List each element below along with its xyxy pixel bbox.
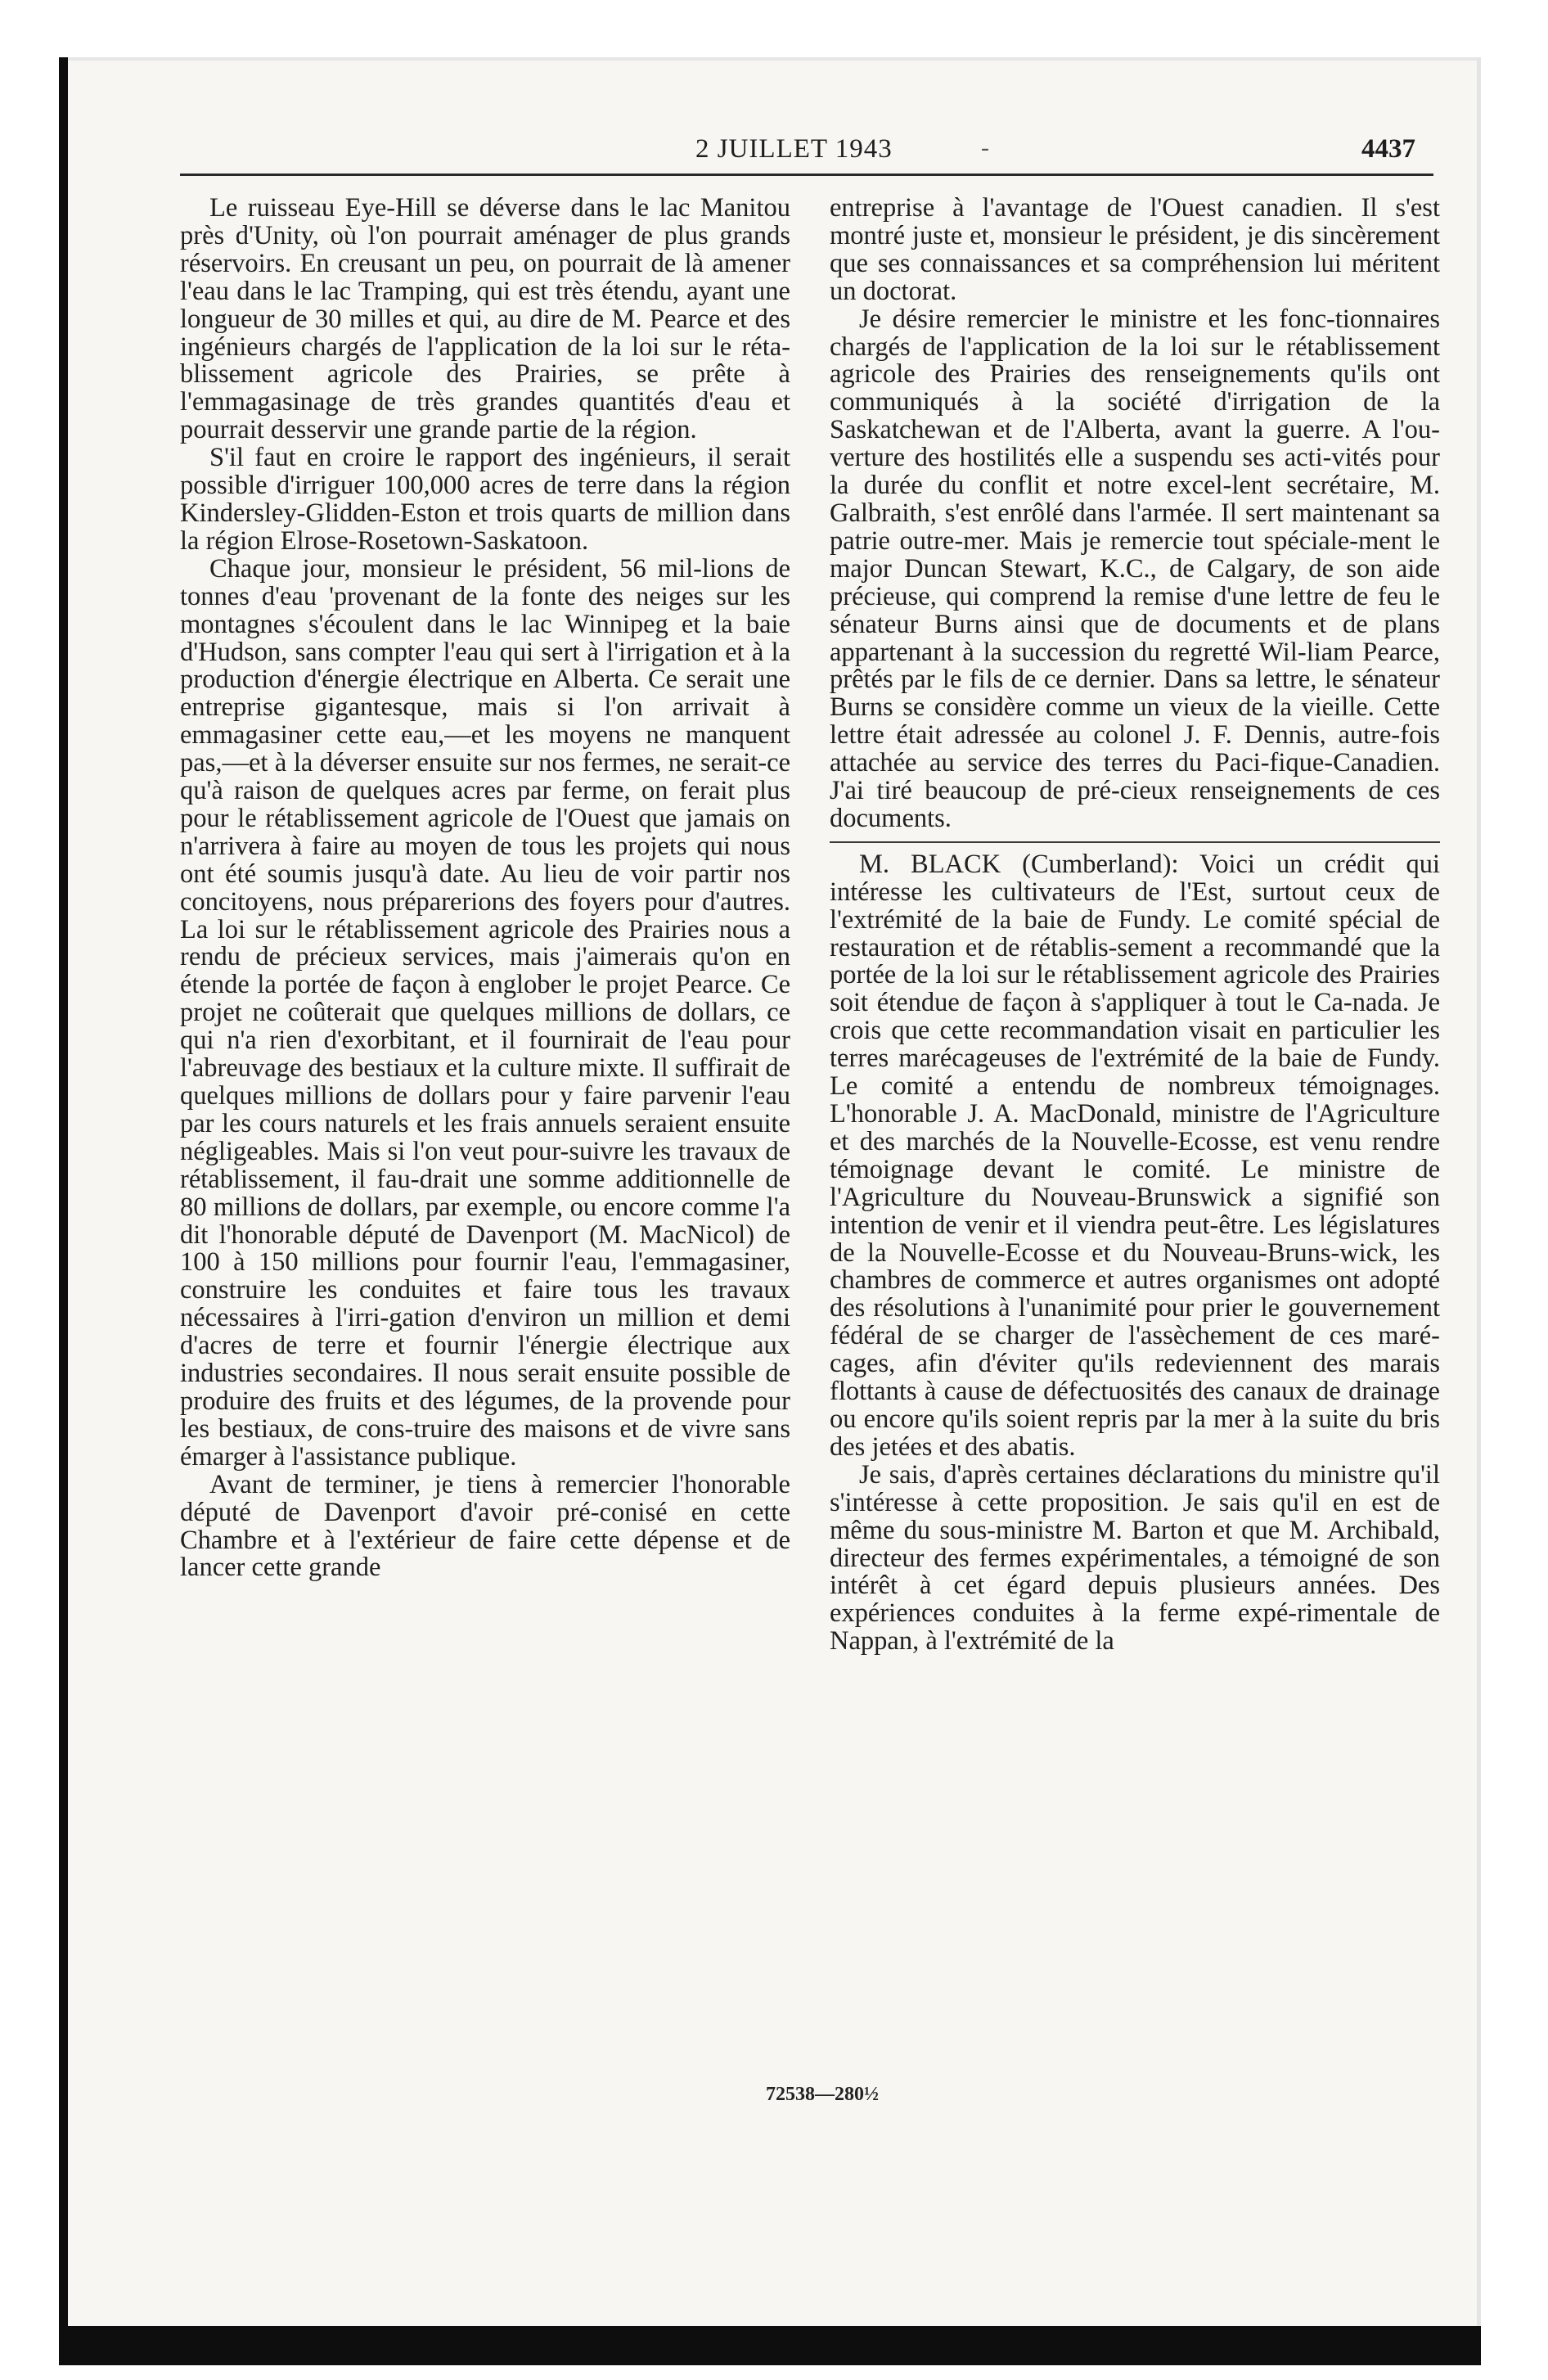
- page-number: 4437: [1361, 134, 1415, 164]
- header-rule: [180, 174, 1433, 176]
- scan-frame-left: [59, 57, 68, 2364]
- print-code: 72538—280½: [766, 2084, 879, 2105]
- paragraph: Chaque jour, monsieur le président, 56 mil-lions de tonnes d'eau 'provenant de la fonte des neiges sur les montagnes s'écoulent dans le lac Winnipeg et la baie d'Hudson, sans compter l'eau qui sert à l'irrigation et à la production d'énergie électrique en Alberta. Ce serait une entreprise gigantesque, mais si l'on arrivait à emmagasiner cette eau,—et les moyens ne manquent pas,—et à la déverser ensuite sur nos fermes, ne serait-ce qu'à raison de quelques acres par ferme, on ferait plus pour le rétablissement agricole de l'Ouest que jamais on n'arrivera à faire au moyen de tous les projets qui nous ont été soumis jusqu'à date. Au lieu de voir partir nos concitoyens, nous préparerions des foyers pour d'autres. La loi sur le rétablissement agricole des Prairies nous a rendu de précieux services, mais j'aimerais qu'on en étende la portée de façon à englober le projet Pearce. Ce projet ne coûterait que quelques millions de dollars, ce qui n'a rien d'exorbitant, et il fournirait de l'eau pour l'abreuvage des bestiaux et la culture mixte. Il suffirait de quelques millions de dollars pour y faire parvenir l'eau par les cours naturels et les frais annuels seraient ensuite négligeables. Mais si l'on veut pour-suivre les travaux de rétablissement, il fau-drait une somme additionnelle de 80 millions de dollars, par exemple, ou encore comme l'a dit l'honorable député de Davenport (M. MacNicol) de 100 à 150 millions pour fournir l'eau, l'emmagasiner, construire les conduites et faire tous les travaux nécessaires à l'irri-gation d'environ un million et demi d'acres de terre et fournir l'énergie électrique aux industries secondaires. Il nous serait ensuite possible de produire des fruits et des légumes, de la provende pour les bestiaux, de cons-truire des maisons et de vivre sans émarger à l'assistance publique.: [180, 553, 790, 1472]
- scan-frame-right: [1477, 57, 1481, 2365]
- scan-frame-bottom: [59, 2326, 1481, 2365]
- paragraph: Je sais, d'après certaines déclarations du ministre qu'il s'intéresse à cette proposition. Je sais qu'il en est de même du sous-ministre M. Barton et que M. Archibald, directeur des fermes expérimentales, a témoigné de son intérêt à cet égard depuis plusieurs années. Des expériences conduites à la ferme expé-rimentale de Nappan, à l'extrémité de la: [830, 1459, 1440, 1657]
- paragraph: M. BLACK (Cumberland): Voici un crédit qui intéresse les cultivateurs de l'Est, surtout ceux de l'extrémité de la baie de Fundy. Le comité spécial de restauration et de rétablis-sement a recommandé que la portée de la loi sur le rétablissement agricole des Prairies soit étendue de façon à s'appliquer à tout le Ca-nada. Je crois que cette recommandation visait en particulier les terres marécageuses de l'extrémité de la baie de Fundy. Le comité a entendu de nombreux témoignages. L'honorable J. A. MacDonald, ministre de l'Agriculture et des marchés de la Nouvelle-Ecosse, est venu rendre témoignage devant le comité. Le ministre de l'Agriculture du Nouveau-Brunswick a signifié son intention de venir et il viendra peut-être. Les législatures de la Nouvelle-Ecosse et du Nouveau-Bruns-wick, les chambres de commerce et autres organismes ont adopté des résolutions à l'unanimité pour prier le gouvernement fédéral de se charger de l'assèchement de ces maré-cages, afin d'éviter qu'ils redeviennent des marais flottants à cause de défectuosités des canaux de drainage ou encore qu'ils soient repris par la mer à la suite du bris des jetées et des abatis.: [830, 849, 1440, 1462]
- paragraph: Je désire remercier le ministre et les fonc-tionnaires chargés de l'application de la loi sur le rétablissement agricole des Prairies des renseignements qu'ils ont communiqués à la société d'irrigation de la Saskatchewan et de l'Alberta, avant la guerre. A l'ou-verture des hostilités elle a suspendu ses acti-vités pour la durée du conflit et notre excel-lent secrétaire, M. Galbraith, s'est enrôlé dans l'armée. Il sert maintenant sa patrie outre-mer. Mais je remercie tout spéciale-ment le major Duncan Stewart, K.C., de Calgary, de son aide précieuse, qui comprend la remise d'une lettre de feu le sénateur Burns ainsi que de documents et de plans appartenant à la succession du regretté Wil-liam Pearce, prêtés par le fils de ce dernier. Dans sa lettre, le sénateur Burns se considère comme un vieux de la vieille. Cette lettre était adressée au colonel J. F. Dennis, autre-fois attachée au service des terres du Paci-fique-Canadien. J'ai tiré beaucoup de pré-cieux renseignements de ces documents.: [830, 304, 1440, 833]
- header-date: 2 JUILLET 1943: [695, 134, 893, 164]
- paragraph: entreprise à l'avantage de l'Ouest canadien. Il s'est montré juste et, monsieur le président, je dis sincèrement que ses connaissances et sa compréhension lui méritent un doctorat.: [830, 193, 1440, 306]
- left-column: [180, 195, 790, 1582]
- paragraph: Avant de terminer, je tiens à remercier l'honorable député de Davenport d'avoir pré-conisé en cette Chambre et à l'extérieur de faire cette dépense et de lancer cette grande: [180, 1469, 790, 1583]
- paragraph: Le ruisseau Eye-Hill se déverse dans le lac Manitou près d'Unity, où l'on pourrait aménager de plus grands réservoirs. En creusant un peu, on pourrait de là amener l'eau dans le lac Tramping, qui est très étendu, ayant une longueur de 30 milles et qui, au dire de M. Pearce et des ingénieurs chargés de l'application de la loi sur le réta-blissement agricole des Prairies, se prête à l'emmagasinage de très grandes quantités d'eau et pourrait desservir une grande partie de la région.: [180, 193, 790, 445]
- header-dash: -: [981, 134, 989, 161]
- section-rule: [830, 841, 1440, 843]
- right-column: [830, 195, 1440, 1656]
- paragraph: S'il faut en croire le rapport des ingénieurs, il serait possible d'irriguer 100,000 acres de terre dans la région Kindersley-Glidden-Eston et trois quarts de million dans la région Elrose-Rosetown-Saskatoon.: [180, 443, 790, 556]
